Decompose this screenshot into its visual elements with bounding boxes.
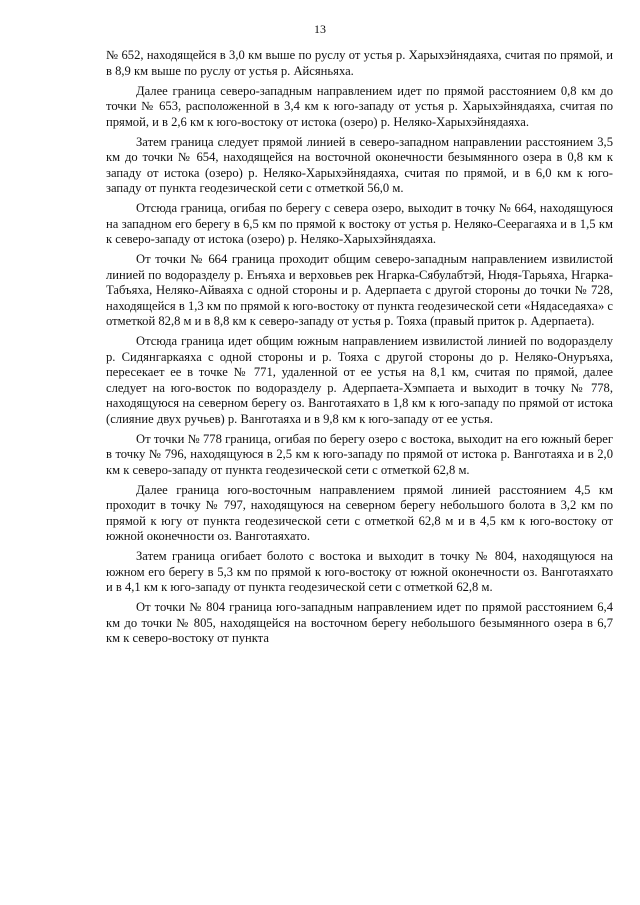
paragraph-1: № 652, находящейся в 3,0 км выше по руслу от устья р. Харыхэйнядаяха, считая по прямой, и в 8,9 км выше по руслу от устья р. Айсяньяха. (106, 48, 613, 78)
paragraph-9: Затем граница огибает болото с востока и выходит в точку № 804, находящуюся на южном его берегу в 5,3 км по прямой к юго-востоку от южной оконечности оз. Ванготаяхато и в 4,1 км к юго-западу от пункта геодезической сети с отметкой 62,8 м. (106, 549, 613, 594)
paragraph-4: Отсюда граница, огибая по берегу с севера озеро, выходит в точку № 664, находящуюся на западном его берегу в 6,5 км по прямой к востоку от устья р. Неляко-Сеерагаяха и в 1,5 км к северо-западу от истока (озеро) р. Неляко-Харыхэйнядаяха. (106, 201, 613, 246)
body-text (106, 48, 613, 651)
paragraph-6: Отсюда граница идет общим южным направлением извилистой линией по водоразделу р. Сидянгаркаяха с одной стороны и р. Тояха с другой стороны до р. Неляко-Онуръяха, пересекает ее в точке № 771, удаленной от ее устья на 8,1 км, считая по прямой, далее следует на юго-восток по водоразделу р. Адерпаета-Хэмпаета и выходит в точку № 778, находящуюся на северном берегу оз. Ванготаяхато в 1,8 км к юго-западу по прямой от истока (слияние двух ручьев) р. Ванготаяха и в 9,8 км к юго-западу от ее устья. (106, 334, 613, 426)
paragraph-10: От точки № 804 граница юго-западным направлением идет по прямой расстоянием 6,4 км до точки № 805, находящейся на восточном берегу небольшого безымянного озера в 6,7 км к северо-востоку от пункта (106, 600, 613, 645)
paragraph-7: От точки № 778 граница, огибая по берегу озеро с востока, выходит на его южный берег в точку № 796, находящуюся в 2,5 км к юго-западу по прямой от истока р. Ванготаяха и в 2,0 км к северо-западу от пункта геодезической сети с отметкой 62,8 м. (106, 431, 613, 477)
paragraph-8: Далее граница юго-восточным направлением прямой линией расстоянием 4,5 км проходит в точку № 797, находящуюся на северном берегу небольшого болота в 3,2 км по прямой к югу от пункта геодезической сети с отметкой 62,8 м и в 4,5 км к юго-востоку от южной оконечности оз. Ванготаяхато. (106, 482, 613, 543)
page-number: 13 (314, 22, 326, 36)
paragraph-3: Затем граница следует прямой линией в северо-западном направлении расстоянием 3,5 км до точки № 654, находящейся на восточной оконечности безымянного озера в 0,8 км к западу от истока (озеро) р. Неляко-Харыхэйнядаяха, считая по прямой, и в 6,0 км к юго-западу от пункта геодезической сети с отметкой 56,0 м. (106, 134, 613, 195)
paragraph-5: От точки № 664 граница проходит общим северо-западным направлением извилистой линией по водоразделу р. Енъяха и верховьев рек Нгарка-Сябулабтэй, Нюдя-Тарьяха, Нгарка-Табъяха, Неляко-Айваяха с одной стороны и р. Адерпаета с другой стороны до точки № 728, находящейся в 1,3 км по прямой к юго-востоку от пункта геодезической сети «Нядаседаяха» с отметкой 82,8 м и в 8,8 км к северо-западу от устья р. Тояха (правый приток р. Адерпаета). (106, 252, 613, 328)
paragraph-2: Далее граница северо-западным направлением идет по прямой расстоянием 0,8 км до точки № 653, расположенной в 3,4 км к юго-западу от устья р. Харыхэйнядаяха, считая по прямой, и в 2,6 км к юго-востоку от истока (озеро) р. Неляко-Харыхэйнядаяха. (106, 83, 613, 129)
